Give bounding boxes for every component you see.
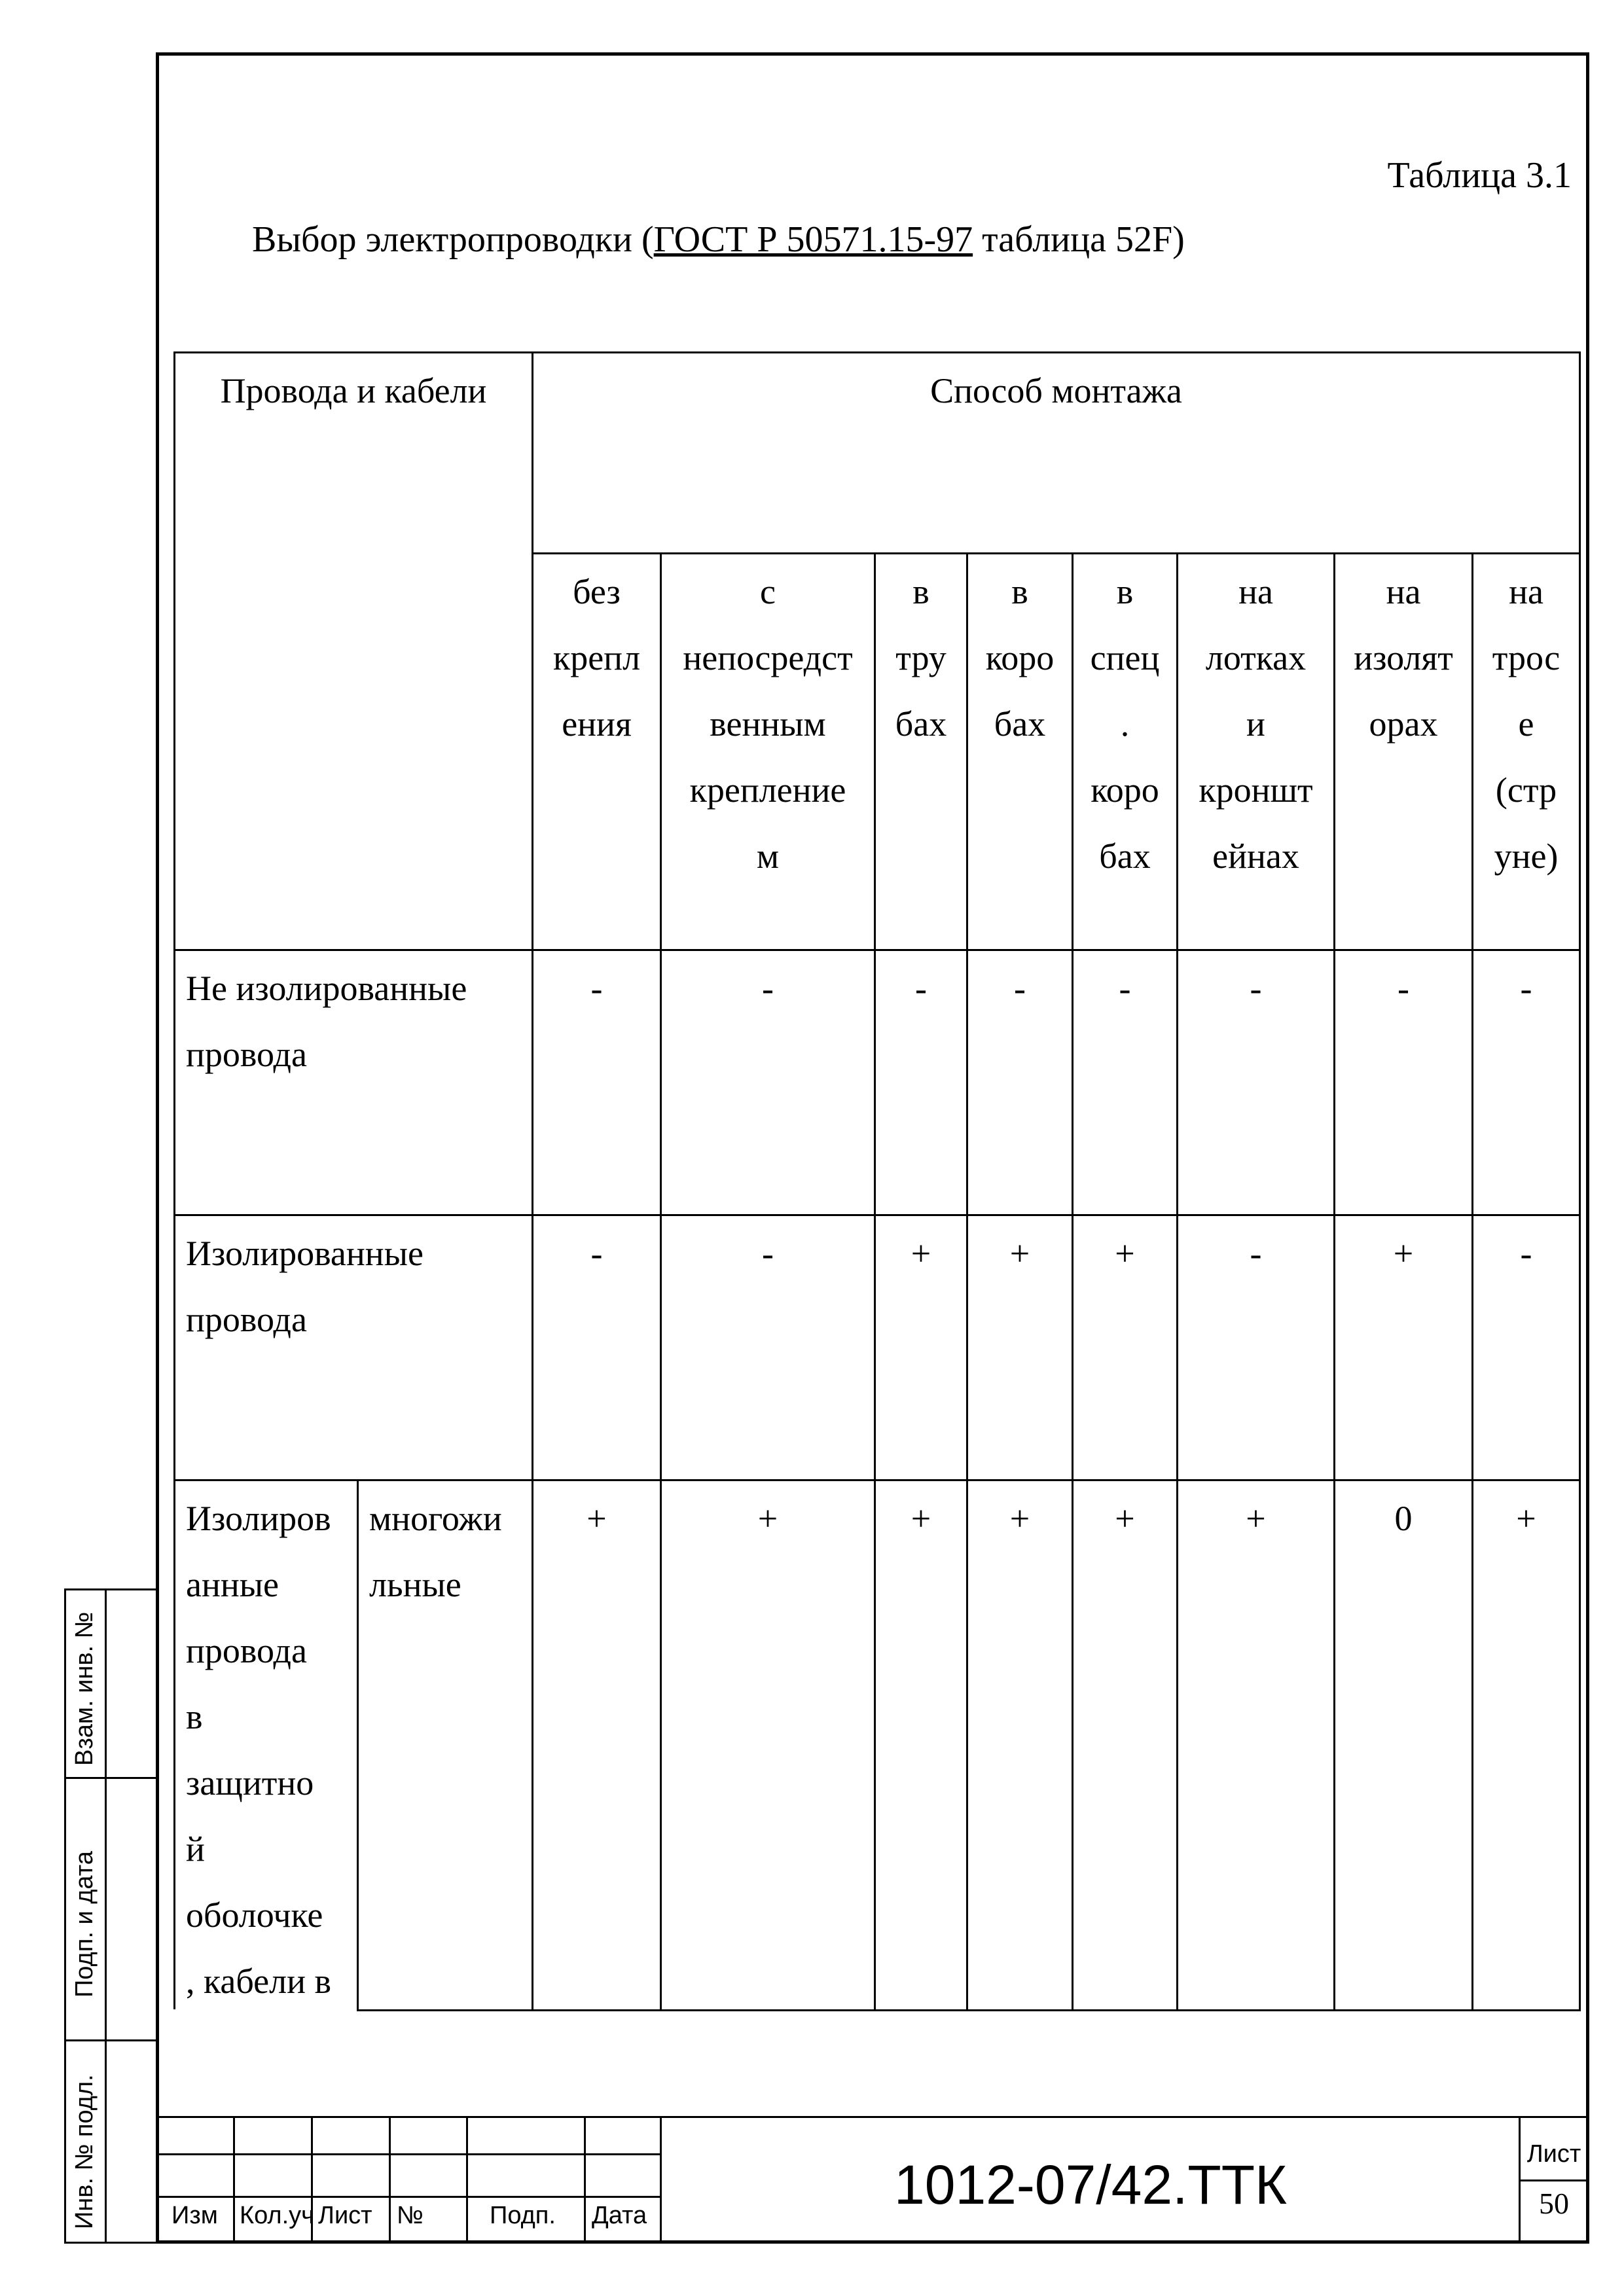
table-cell: + <box>1009 1499 1030 1538</box>
stamp-label: Подп. <box>490 2202 556 2229</box>
table-cell: - <box>590 1234 603 1273</box>
table-cell: - <box>1398 969 1409 1008</box>
column-header: на изолят орах <box>1354 572 1453 744</box>
table-cell: - <box>1250 1234 1262 1273</box>
side-label-sign-date: Подп. и дата <box>71 1851 98 1998</box>
stamp-label: Изм <box>171 2202 218 2229</box>
title-suffix: таблица 52F) <box>973 219 1185 260</box>
table-cell: + <box>1115 1499 1135 1538</box>
table-cell: + <box>1246 1499 1266 1538</box>
table-caption: Таблица 3.1 <box>1387 155 1572 196</box>
table-cell: + <box>1115 1234 1135 1273</box>
side-label-inv-no: Инв. № подл. <box>71 2074 98 2229</box>
column-header: на лотках и кроншт ейнах <box>1199 572 1313 876</box>
table-cell: + <box>757 1499 778 1538</box>
document-number: 1012-07/42.ТТК <box>894 2154 1287 2215</box>
table-cell: + <box>586 1499 607 1538</box>
table-cell: - <box>1250 969 1262 1008</box>
header-mounting-method: Способ монтажа <box>930 371 1182 410</box>
table-cell: - <box>915 969 927 1008</box>
column-header: в тру бах <box>895 572 947 744</box>
table-cell: - <box>1520 1234 1532 1273</box>
table-cell: - <box>590 969 603 1008</box>
table-cell: - <box>762 1234 774 1273</box>
title-prefix: Выбор электропроводки ( <box>252 219 654 260</box>
stamp-label: Лист <box>318 2202 372 2229</box>
table-cell: - <box>1014 969 1026 1008</box>
document-title <box>252 219 1185 260</box>
column-header: с непосредст венным крепление м <box>683 572 853 876</box>
stamp-label: № <box>397 2202 424 2229</box>
row-sublabel: многожи льные <box>369 1499 502 1604</box>
table-cell: - <box>762 969 774 1008</box>
stamp-label: Дата <box>592 2202 647 2229</box>
table-cell: 0 <box>1394 1499 1413 1538</box>
column-header: на трос е (стр уне) <box>1492 572 1561 876</box>
sheet-number: 50 <box>1539 2187 1569 2220</box>
table-cell: + <box>911 1234 931 1273</box>
table-cell: + <box>1516 1499 1536 1538</box>
column-header: в спец . коро бах <box>1090 572 1160 876</box>
table-cell: - <box>1520 969 1532 1008</box>
table-cell: + <box>1393 1234 1414 1273</box>
row-label: Не изолированные провода <box>186 969 467 1074</box>
table-cell: - <box>1119 969 1131 1008</box>
column-header: в коро бах <box>985 572 1055 744</box>
side-label-replace-inv: Взам. инв. № <box>71 1611 98 1766</box>
stamp-label: Кол.уч <box>240 2202 314 2229</box>
row-label: Изолированные провода <box>186 1234 424 1339</box>
row-label: Изолиров анные провода в защитно й оболочке , кабели в <box>186 1499 331 2001</box>
standard-link[interactable]: ГОСТ Р 50571.15-97 <box>653 219 973 260</box>
column-header: без крепл ения <box>552 572 641 744</box>
table-cell: + <box>1009 1234 1030 1273</box>
table-cell: + <box>911 1499 931 1538</box>
sheet-label: Лист <box>1526 2140 1581 2168</box>
header-wires-cables: Провода и кабели <box>220 371 487 410</box>
